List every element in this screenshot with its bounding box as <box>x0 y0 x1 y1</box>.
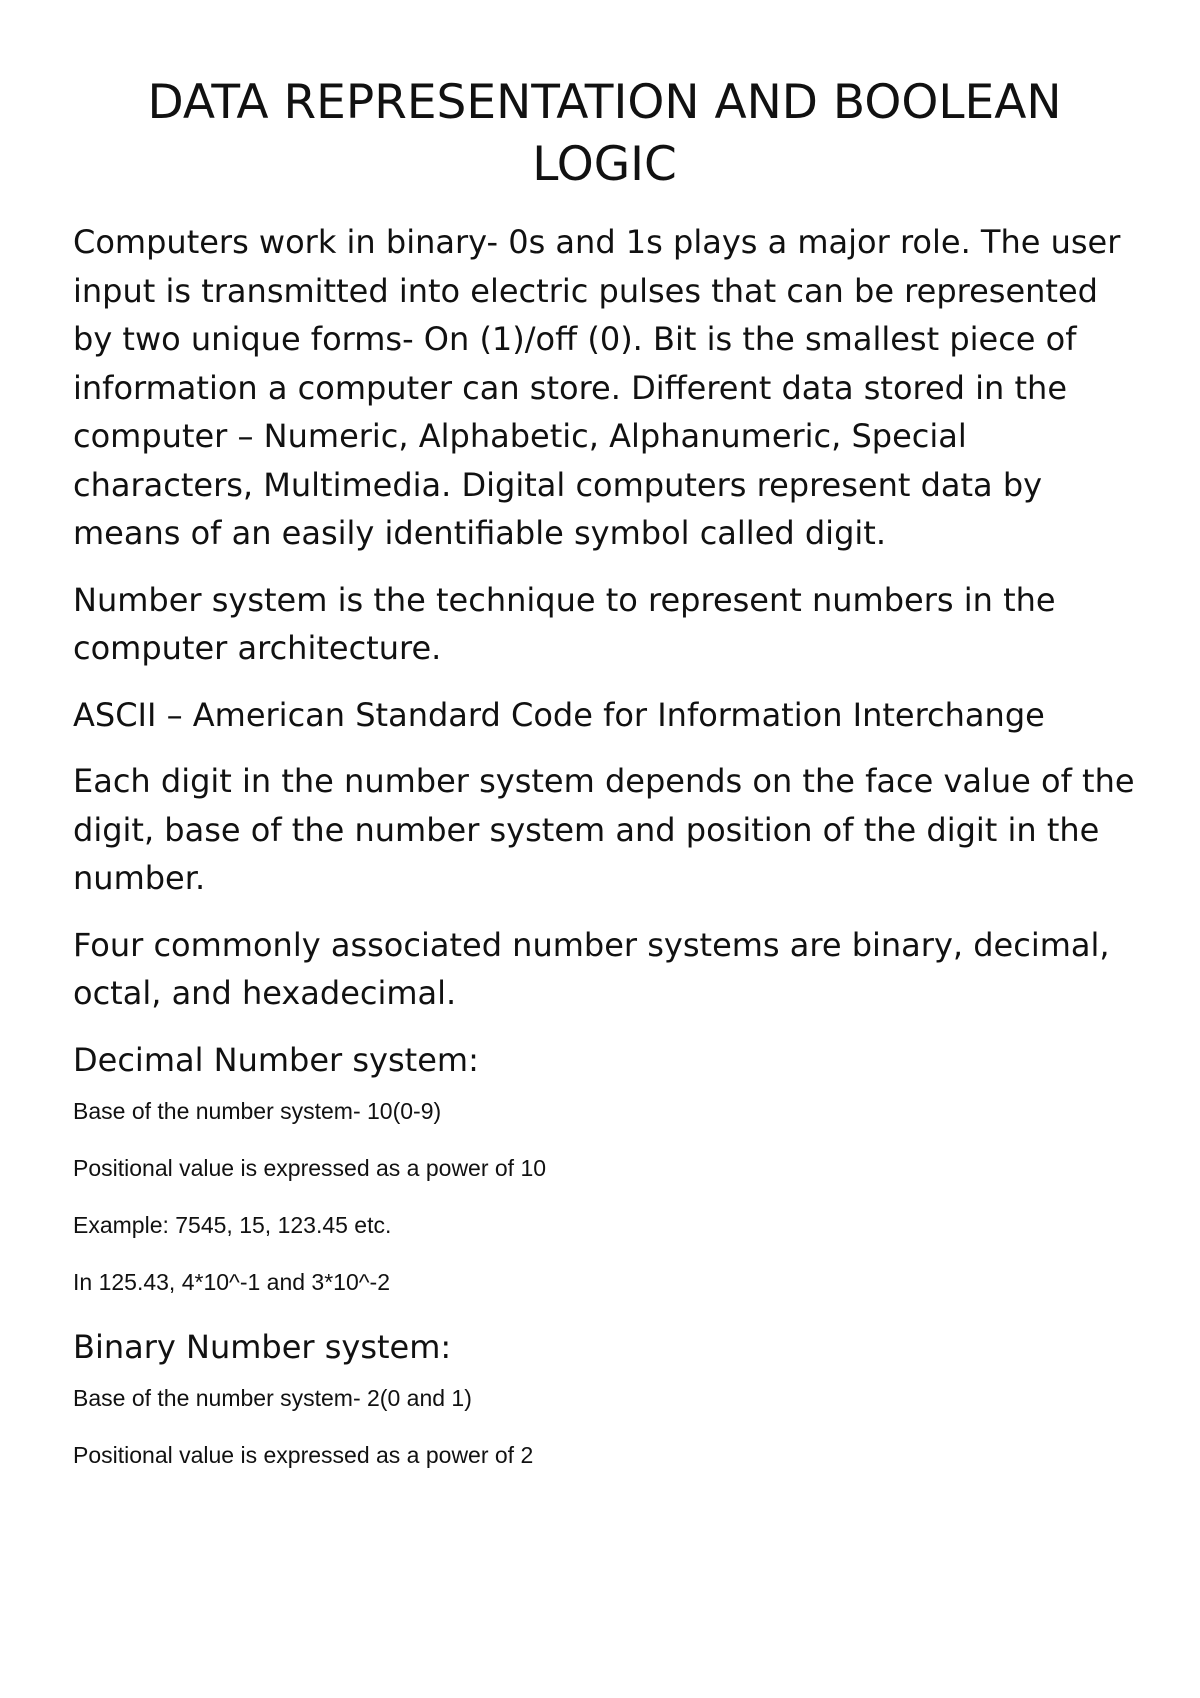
digit-value-paragraph: Each digit in the number system depends on the face value of the digit, base of the number system and position of the digit in the number. <box>73 762 1135 897</box>
decimal-positional-line: Positional value is expressed as a power of 10 <box>73 1154 547 1181</box>
decimal-power-line: In 125.43, 4*10^-1 and 3*10^-2 <box>73 1268 390 1295</box>
intro-paragraph: Computers work in binary- 0s and 1s plays a major role. The user input is transmitted into electric pulses that can be represented by two unique forms- On (1)/off (0). Bit is the smallest piece of information a computer can store. Different data stored in the computer – Numeric, Alphabetic, Alphanumeric, Special characters, Multimedia. Digital computers represent data by means of an easily identifiable symbol called digit. <box>73 223 1121 552</box>
binary-section-heading: Binary Number system: <box>73 1327 452 1366</box>
binary-base-line: Base of the number system- 2(0 and 1) <box>73 1384 472 1411</box>
binary-positional-line: Positional value is expressed as a power of 2 <box>73 1441 534 1468</box>
decimal-section-heading: Decimal Number system: <box>73 1040 479 1079</box>
document-title: DATA REPRESENTATION AND BOOLEAN LOGIC <box>147 75 1062 192</box>
ascii-paragraph: ASCII – American Standard Code for Information Interchange <box>73 695 1045 734</box>
decimal-example-line: Example: 7545, 15, 123.45 etc. <box>73 1211 392 1238</box>
decimal-base-line: Base of the number system- 10(0-9) <box>73 1097 442 1124</box>
number-system-paragraph: Number system is the technique to represent numbers in the computer architecture. <box>73 580 1056 667</box>
number-systems-list-paragraph: Four commonly associated number systems are binary, decimal, octal, and hexadecimal. <box>73 925 1110 1012</box>
